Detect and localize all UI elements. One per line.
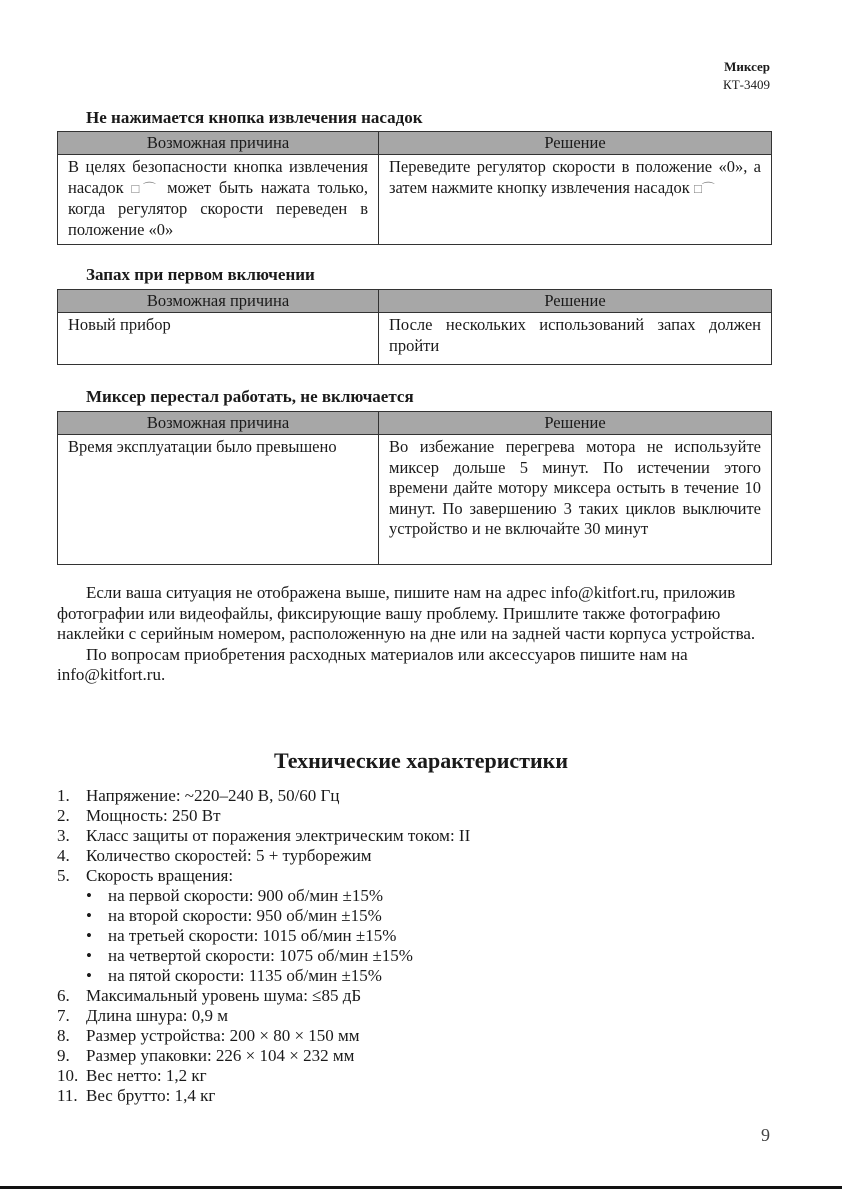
column-header-cause: Возможная причина <box>58 412 379 435</box>
speed-text: на первой скорости: 900 об/мин ±15% <box>108 886 384 905</box>
unlock-icon: □⌒ <box>693 180 715 196</box>
table-header-row <box>58 132 772 155</box>
speed-item <box>57 946 771 966</box>
spec-number: 10. <box>57 1066 79 1085</box>
speed-item <box>57 966 771 986</box>
troubleshooting-table-smell <box>57 289 772 365</box>
speed-text: на третьей скорости: 1015 об/мин ±15% <box>108 926 397 945</box>
spec-item <box>57 826 771 846</box>
column-header-solution: Решение <box>379 290 772 313</box>
tech-specs-list <box>57 786 771 1106</box>
cause-cell: Новый прибор <box>58 313 379 365</box>
cause-text-tail: может быть нажата только, когда регулятор скорости переведен в положение «0» <box>68 177 369 239</box>
spec-number: 4. <box>57 846 70 865</box>
spec-number: 5. <box>57 866 70 885</box>
section-title-smell: Запах при первом включении <box>86 265 315 284</box>
spec-item <box>57 1006 771 1026</box>
spec-text: Класс защиты от поражения электрическим током: II <box>86 826 471 845</box>
cause-cell <box>58 155 379 245</box>
cause-text: В целях безопасности кнопка извлечения насадок <box>68 157 368 197</box>
speed-text: на пятой скорости: 1135 об/мин ±15% <box>108 966 382 985</box>
spec-text: Длина шнура: 0,9 м <box>86 1006 229 1025</box>
spec-number: 7. <box>57 1006 70 1025</box>
spec-text: Напряжение: ~220–240 В, 50/60 Гц <box>86 786 340 805</box>
tech-specs-title: Технические характеристики <box>273 748 569 773</box>
spec-item <box>57 1046 771 1066</box>
bullet-icon: • <box>86 926 92 945</box>
table-header-row <box>58 290 772 313</box>
troubleshooting-table-eject <box>57 131 772 245</box>
spec-number: 6. <box>57 986 70 1005</box>
spec-number: 9. <box>57 1046 70 1065</box>
header-product-title: Миксер <box>724 59 770 74</box>
spec-item <box>57 1066 771 1086</box>
bullet-icon: • <box>86 946 92 965</box>
table-row <box>58 313 772 365</box>
spec-item <box>57 786 771 806</box>
spec-number: 3. <box>57 826 70 845</box>
spec-item <box>57 806 771 826</box>
troubleshooting-table-stopped <box>57 411 772 565</box>
solution-cell <box>379 155 772 245</box>
spec-text: Вес брутто: 1,4 кг <box>86 1086 216 1105</box>
paragraph-support: Если ваша ситуация не отображена выше, пишите нам на адрес info@kitfort.ru, приложив фотографии или видеофайлы, фиксирующие вашу проблему. Пришлите также фотографию наклейки с серийным номером, расположенную на дне или на задней части корпуса устройства. <box>57 583 756 643</box>
table-header-row <box>58 412 772 435</box>
paragraph-accessories: По вопросам приобретения расходных материалов или аксессуаров пишите нам на info@kitfort.ru. <box>57 644 688 684</box>
speed-text: на четвертой скорости: 1075 об/мин ±15% <box>108 946 413 965</box>
bullet-icon: • <box>86 886 92 905</box>
spec-number: 1. <box>57 786 70 805</box>
speed-item <box>57 906 771 926</box>
contact-paragraphs <box>57 583 771 686</box>
speed-item <box>57 926 771 946</box>
solution-cell: Во избежание перегрева мотора не используйте миксер дольше 5 минут. По истечении этого времени дайте мотору миксера остыть в течение 10 минут. По завершению 3 таких циклов выключите устройство и не включайте 30 минут <box>379 435 772 565</box>
spec-text: Скорость вращения: <box>86 866 234 885</box>
spec-item <box>57 1086 771 1106</box>
solution-text: Переведите регулятор скорости в положение «0», а затем нажмите кнопку извлечения насадок <box>389 157 761 197</box>
section-title-eject: Не нажимается кнопка извлечения насадок <box>86 108 423 127</box>
spec-text: Количество скоростей: 5 + турборежим <box>86 846 372 865</box>
spec-item <box>57 1026 771 1046</box>
column-header-solution: Решение <box>379 132 772 155</box>
unlock-icon: □⌒ <box>131 180 160 196</box>
table-row <box>58 435 772 565</box>
spec-text: Размер упаковки: 226 × 104 × 232 мм <box>86 1046 355 1065</box>
running-header <box>723 58 770 94</box>
spec-item <box>57 846 771 866</box>
bullet-icon: • <box>86 906 92 925</box>
bullet-icon: • <box>86 966 92 985</box>
spec-text: Максимальный уровень шума: ≤85 дБ <box>86 986 362 1005</box>
spec-item <box>57 866 771 886</box>
section-title-stopped: Миксер перестал работать, не включается <box>86 387 414 406</box>
spec-item <box>57 986 771 1006</box>
column-header-cause: Возможная причина <box>58 132 379 155</box>
spec-text: Мощность: 250 Вт <box>86 806 221 825</box>
table-row <box>58 155 772 245</box>
spec-number: 2. <box>57 806 70 825</box>
spec-number: 11. <box>57 1086 78 1105</box>
spec-text: Размер устройства: 200 × 80 × 150 мм <box>86 1026 360 1045</box>
solution-cell: После нескольких использований запах должен пройти <box>379 313 772 365</box>
speed-text: на второй скорости: 950 об/мин ±15% <box>108 906 382 925</box>
cause-cell: Время эксплуатации было превышено <box>58 435 379 565</box>
spec-text: Вес нетто: 1,2 кг <box>86 1066 207 1085</box>
column-header-solution: Решение <box>379 412 772 435</box>
column-header-cause: Возможная причина <box>58 290 379 313</box>
spec-number: 8. <box>57 1026 70 1045</box>
page-number: 9 <box>761 1125 770 1145</box>
speed-item <box>57 886 771 906</box>
header-model-number: КТ-3409 <box>723 77 770 92</box>
